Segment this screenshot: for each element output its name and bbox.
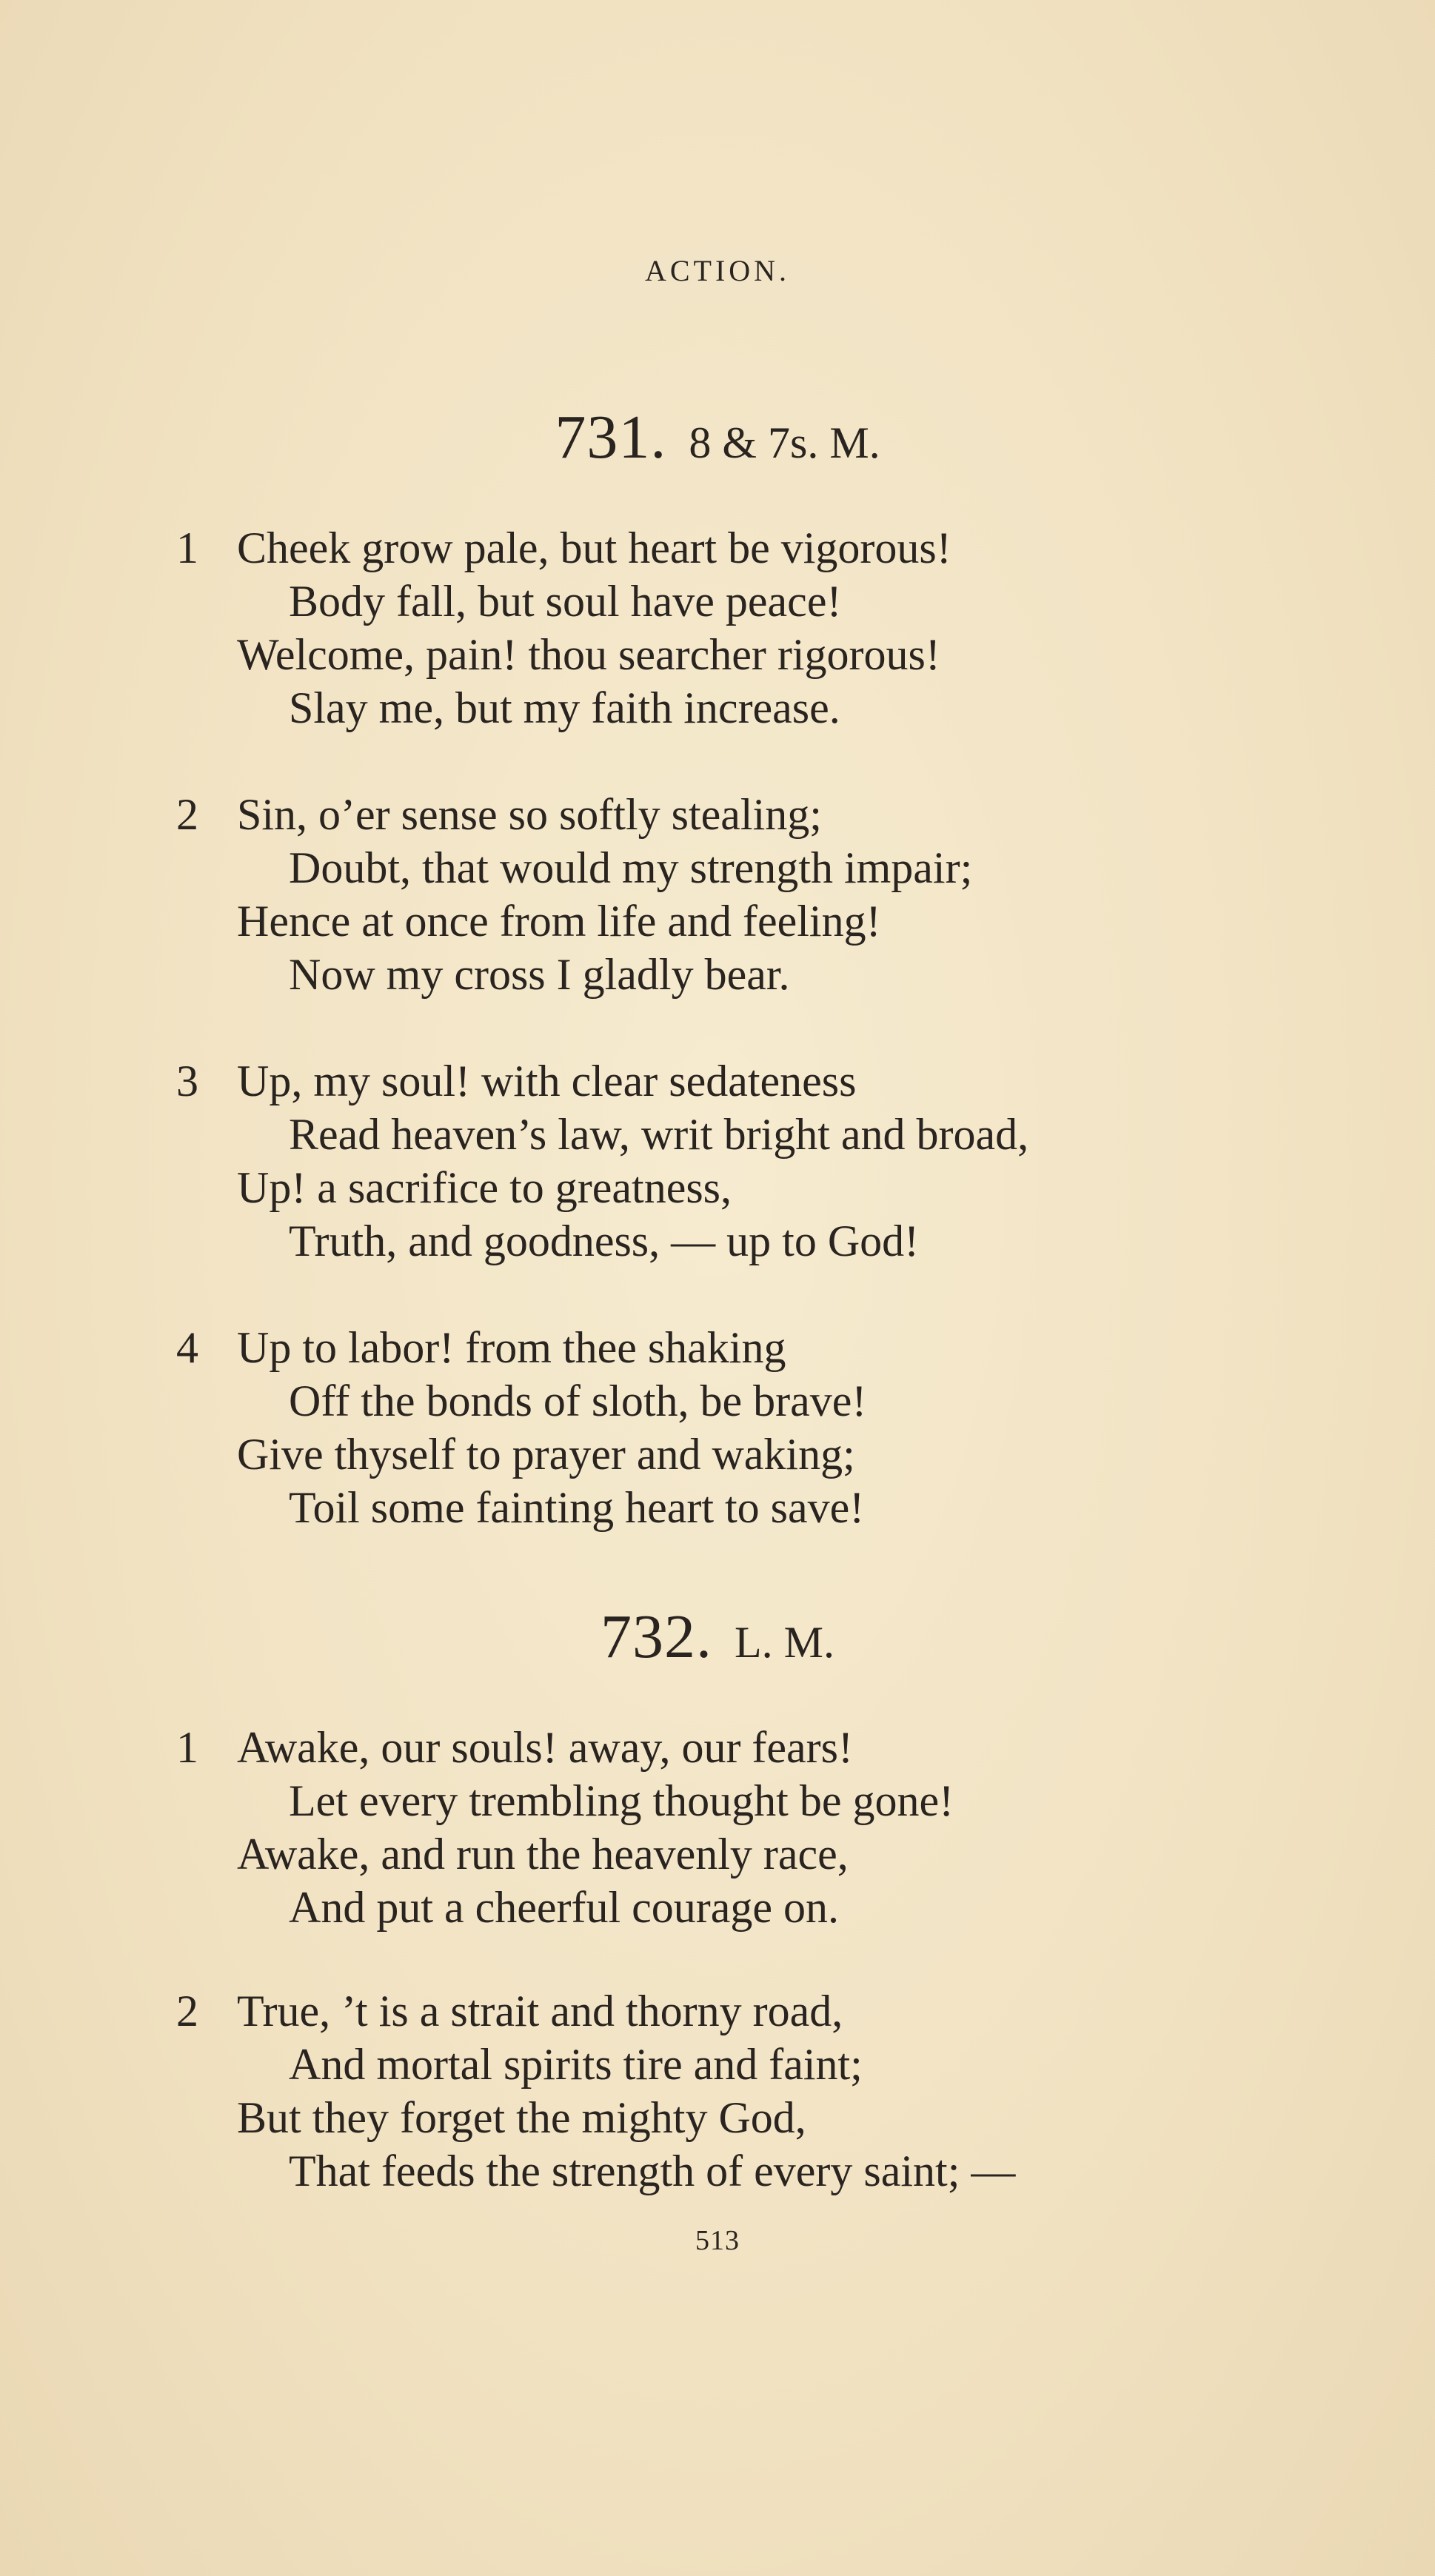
verse-line: Hence at once from life and feeling! [237,897,881,946]
verse-line: Awake, and run the heavenly race, [237,1830,849,1879]
verse-line: Truth, and goodness, — up to God! [289,1217,920,1265]
verse [176,1984,1376,2198]
verse-line: True, ’t is a strait and thorny road, [237,1987,843,2035]
verse [176,788,1376,1001]
verse-line: Up! a sacrifice to greatness, [237,1163,732,1212]
running-head: ACTION. [644,254,791,287]
hymn-heading [0,401,1435,473]
verse-line: Give thyself to prayer and waking; [237,1430,855,1479]
verse [176,521,1376,735]
verse-number: 1 [176,1723,198,1772]
hymn-heading [0,1601,1435,1673]
verse-number: 2 [176,1987,198,2035]
verse-line: Off the bonds of sloth, be brave! [289,1376,867,1425]
hymn-meter: 8 & 7s. M. [689,418,880,467]
hymn-meter: L. M. [735,1618,834,1667]
verse-line: Sin, o’er sense so softly stealing; [237,790,822,839]
verse-line: Body fall, but soul have peace! [289,577,842,626]
page-number: 513 [695,2225,740,2256]
verse-number: 1 [176,523,198,572]
verse-line: Awake, our souls! away, our fears! [237,1723,853,1772]
verse-line: Toil some fainting heart to save! [289,1483,865,1532]
verse [176,1321,1376,1534]
verse-line: Now my cross I gladly bear. [289,950,790,999]
verse-line: Slay me, but my faith increase. [289,683,840,732]
verse-line: And mortal spirits tire and faint; [289,2040,863,2089]
verse-line: Doubt, that would my strength impair; [289,843,973,892]
verse-line: And put a cheerful courage on. [289,1883,840,1932]
verse [176,1721,1376,1934]
verse-number: 3 [176,1057,198,1105]
verse-line: Cheek grow pale, but heart be vigorous! [237,523,951,572]
verse-line: Up to labor! from thee shaking [237,1323,786,1372]
hymn-number: 732. [601,1602,712,1671]
verse-number: 2 [176,790,198,839]
verse-line: Read heaven’s law, writ bright and broad, [289,1110,1029,1159]
verse-line: Up, my soul! with clear sedateness [237,1057,857,1105]
verse [176,1054,1376,1268]
verse-line: That feeds the strength of every saint; — [289,2147,1016,2195]
verse-number: 4 [176,1323,198,1372]
verse-line: Let every trembling thought be gone! [289,1776,954,1825]
hymn-number: 731. [555,403,667,472]
verse-line: Welcome, pain! thou searcher rigorous! [237,630,940,679]
verse-line: But they forget the mighty God, [237,2093,806,2142]
